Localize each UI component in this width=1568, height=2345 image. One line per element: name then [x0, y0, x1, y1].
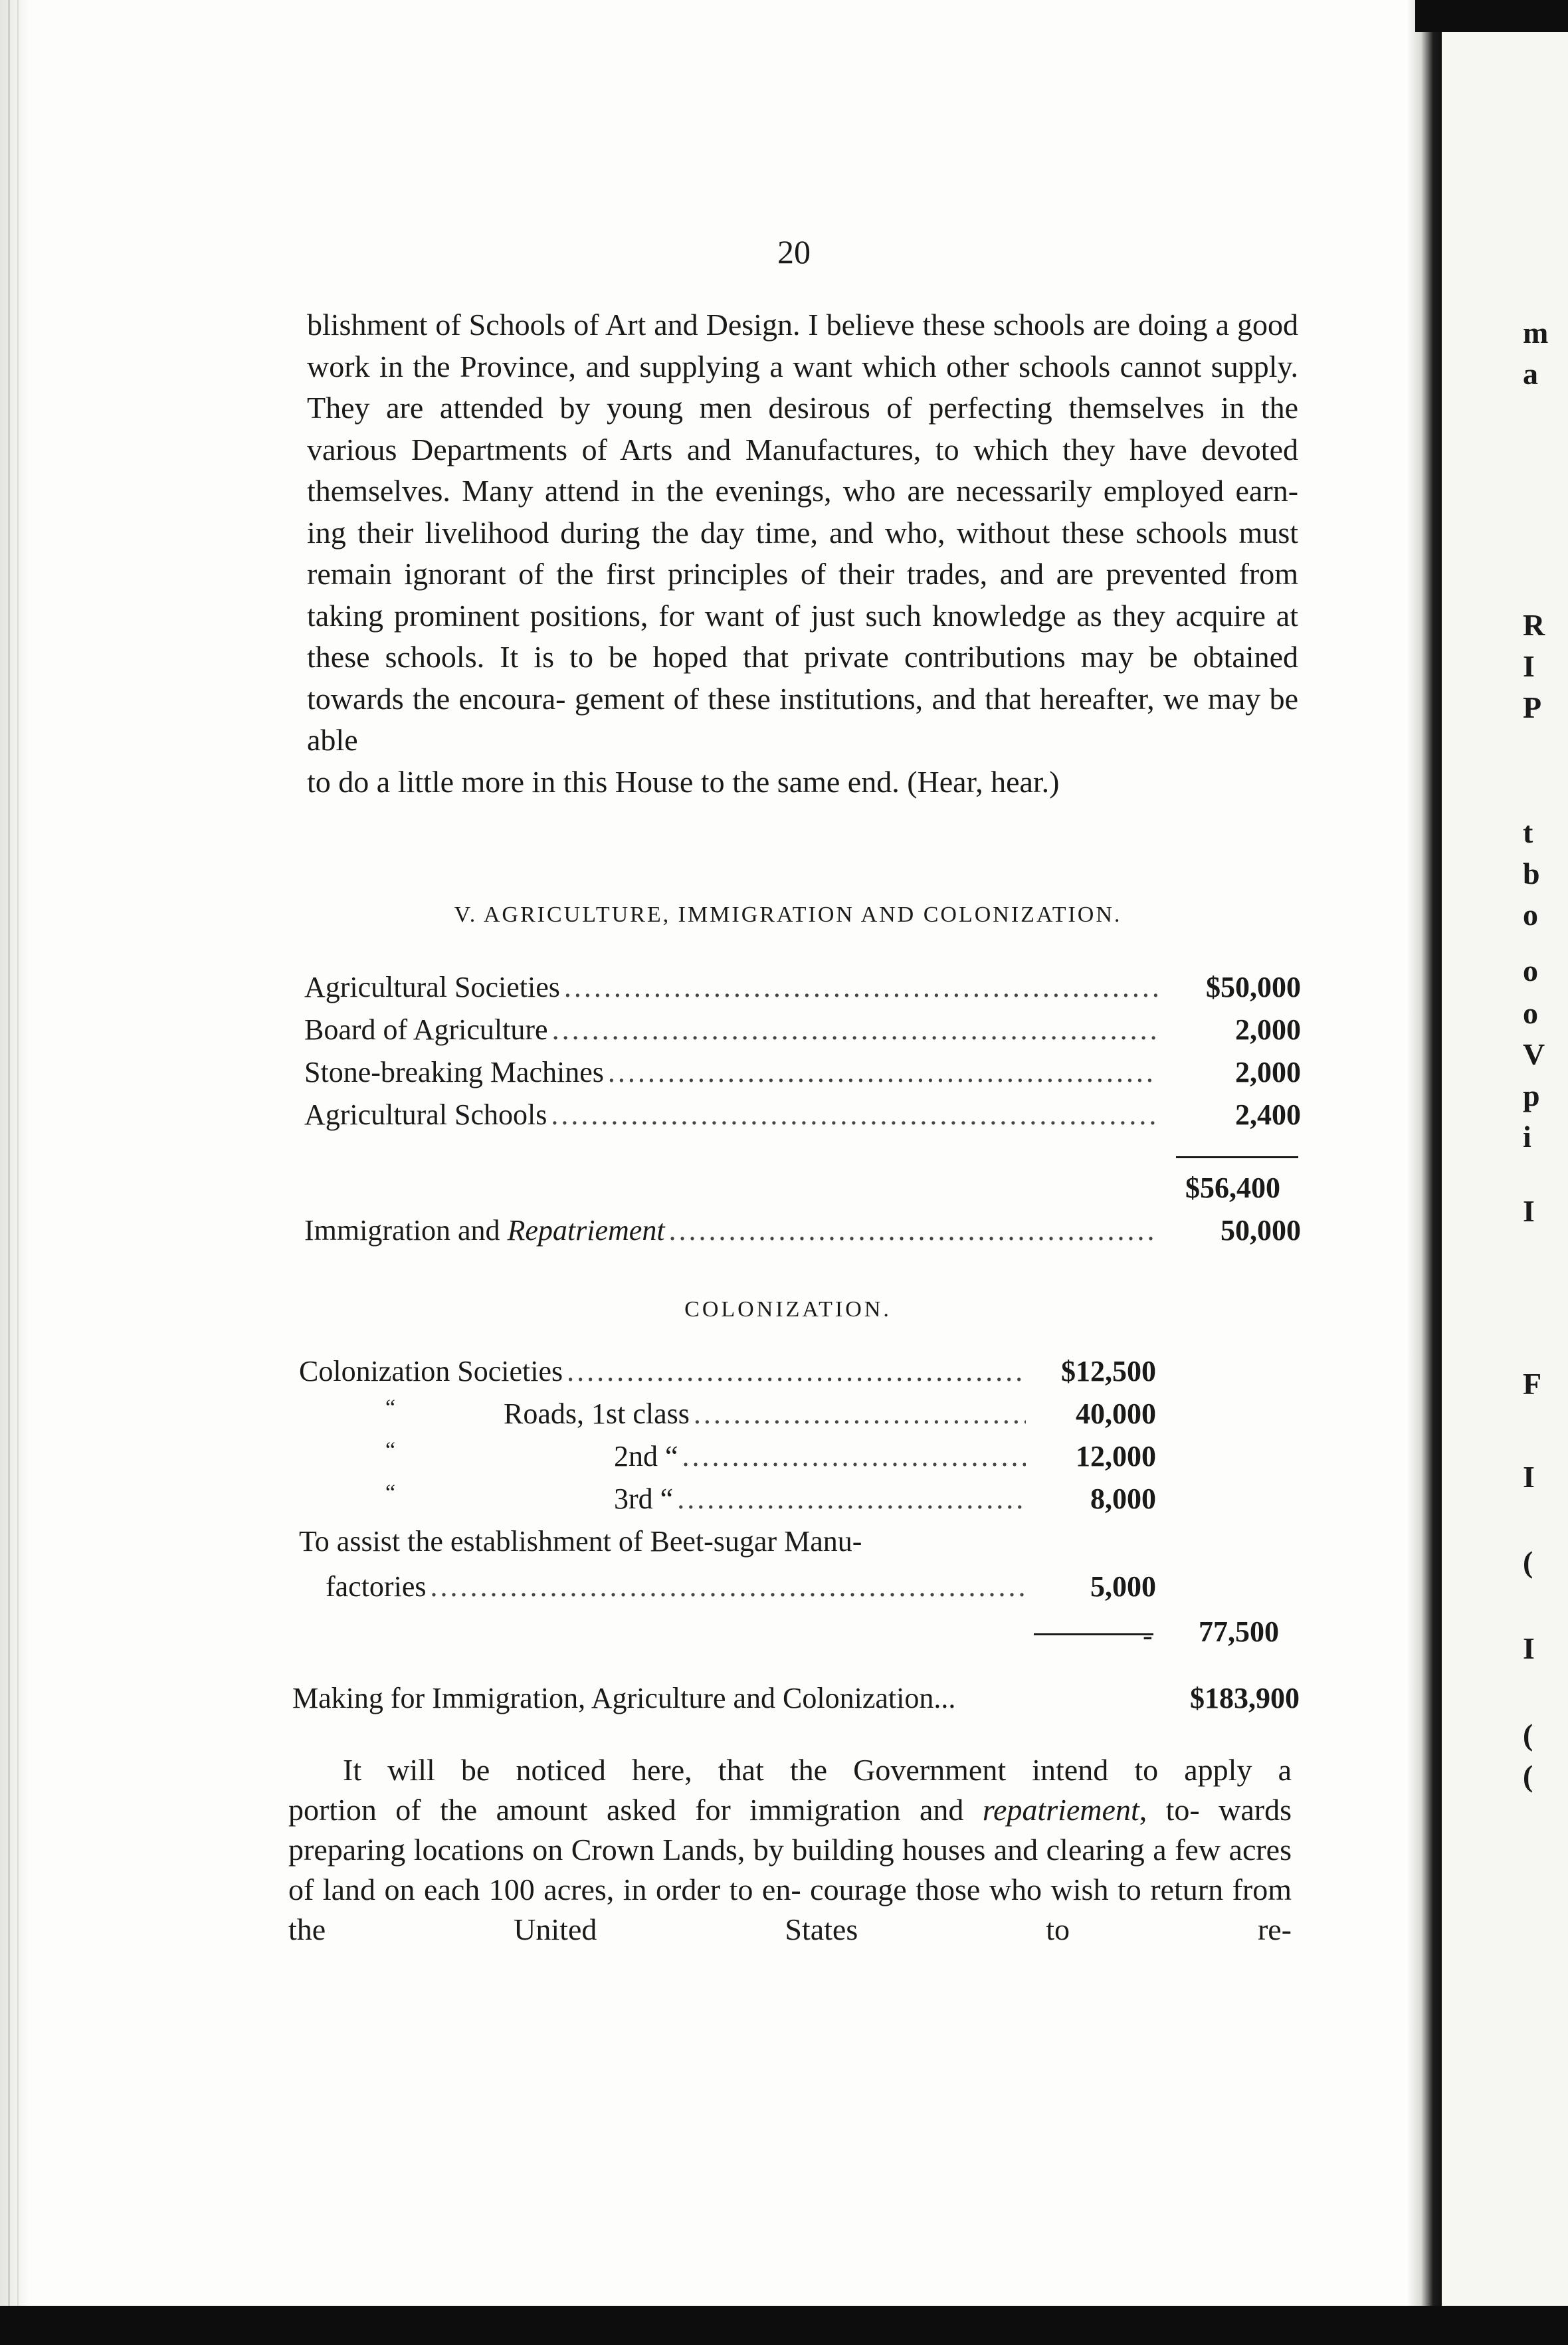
text-line: gement of these institutions, and that hereafter, we may be able [307, 681, 1299, 757]
section-heading: V. AGRICULTURE, IMMIGRATION AND COLONIZATION. [454, 902, 1122, 927]
section-heading: COLONIZATION. [684, 1297, 892, 1322]
text-line [288, 1793, 1200, 1827]
leader-dots [608, 1055, 1157, 1089]
item-label: Colonization Societies [299, 1355, 563, 1387]
scan-border-top [1415, 0, 1568, 32]
text-line: that private contributions may be obtained towards the encoura- [307, 640, 1298, 716]
table-row [304, 1098, 1301, 1132]
text-line: to do a little more in this House to the same end. (Hear, hear.) [307, 764, 1060, 799]
closing-paragraph [288, 1750, 1292, 1950]
beet-sugar-line: To assist the establishment of Beet-sugar Manu- [299, 1525, 862, 1558]
text-line: and are prevented from taking prominent positions, for want of just [307, 557, 1298, 633]
fragment: p [1523, 1078, 1540, 1112]
table-row [304, 1055, 1301, 1089]
fragment: i [1523, 1120, 1531, 1154]
fragment: I [1523, 1194, 1535, 1228]
leader-dots [677, 1482, 1026, 1516]
text-line: such knowledge as they acquire at these schools. It is to be hoped [307, 598, 1299, 674]
leader-dots [682, 1439, 1026, 1473]
grand-total-row [292, 1681, 1300, 1715]
leader-dots [430, 1570, 1026, 1603]
item-label: 3rd “ [614, 1482, 674, 1515]
page-number: 20 [777, 233, 811, 270]
fragment: P [1523, 690, 1542, 724]
table-row [304, 970, 1301, 1004]
table-row [304, 1213, 1301, 1247]
fragment: V [1523, 1037, 1545, 1071]
item-amount: $12,500 [1061, 1355, 1156, 1387]
adjacent-page [1442, 32, 1568, 2306]
text-line: blishment of Schools of Art and Design. I believe these schools [307, 308, 1085, 342]
fragment: a [1523, 357, 1538, 391]
binding-line [8, 0, 10, 2345]
immigration-label: Immigration and [304, 1214, 508, 1247]
colonization-total: 77,500 [1199, 1615, 1279, 1648]
item-amount: 2,000 [1235, 1056, 1301, 1088]
item-label: Board of Agriculture [304, 1013, 548, 1046]
fragment: I [1523, 1631, 1535, 1665]
binding-edge [0, 0, 29, 2345]
page-gutter [1407, 0, 1442, 2345]
table-row [326, 1570, 1156, 1603]
grand-total-label: Making for Immigration, Agriculture and Colonization... [292, 1682, 956, 1714]
item-label [304, 1213, 665, 1247]
text-span: portion of the amount asked for immigration and [288, 1793, 983, 1827]
leader-dots [669, 1213, 1157, 1247]
item-amount: 50,000 [1221, 1214, 1301, 1247]
dash: - [1143, 1619, 1153, 1652]
item-label: factories [326, 1570, 427, 1603]
text-line: which other schools cannot supply. They are attended by young [307, 349, 1298, 425]
text-line: and clearing a few acres of land on each 100 acres, in order to en- [288, 1833, 1292, 1906]
text-line: wards preparing locations on Crown Lands, by building houses [288, 1793, 1292, 1867]
grand-total-amount: $183,900 [1190, 1682, 1300, 1714]
text-line: courage those who wish to return from the United States to re- [288, 1873, 1292, 1946]
table-row [614, 1439, 1156, 1473]
text-line: schools must remain ignorant of the first principles of their trades, [307, 515, 1299, 591]
repatriement-label: Repatriement [507, 1214, 665, 1247]
text-line: ing their livelihood during the day time, and who, without these [307, 515, 1125, 550]
leader-dots [552, 1013, 1157, 1047]
scan-border-bottom [0, 2306, 1568, 2345]
ditto-mark: “ [385, 1438, 396, 1463]
table-row [614, 1482, 1156, 1516]
repatriement-text: repatriement [982, 1793, 1139, 1827]
opening-paragraph [307, 304, 1298, 803]
fragment: b [1523, 857, 1540, 890]
table-row [304, 1013, 1301, 1047]
fragment: t [1523, 815, 1533, 849]
fragment: F [1523, 1367, 1542, 1401]
ditto-mark: “ [385, 1480, 396, 1505]
item-amount: 12,000 [1076, 1440, 1156, 1473]
table-row [504, 1397, 1156, 1431]
text-span: , to- [1139, 1793, 1200, 1827]
fragment: I [1523, 1460, 1535, 1494]
item-label: 2nd “ [614, 1440, 678, 1473]
fragment: m [1523, 316, 1549, 350]
table-row [299, 1354, 1156, 1388]
sum-rule [1176, 1156, 1298, 1158]
item-amount: 8,000 [1090, 1482, 1156, 1515]
fragment: o [1523, 996, 1538, 1030]
fragment: R [1523, 608, 1545, 642]
leader-dots [694, 1397, 1026, 1431]
text-line: are doing a good work in the Province, and supplying a want [307, 308, 1299, 383]
leader-dots [564, 970, 1157, 1004]
fragment: ( [1523, 1759, 1533, 1793]
item-amount: $50,000 [1206, 971, 1301, 1003]
fragment: I [1523, 649, 1535, 683]
item-label: Agricultural Societies [304, 971, 560, 1003]
item-amount: 2,000 [1235, 1013, 1301, 1046]
leader-dots [567, 1354, 1026, 1388]
fragment: o [1523, 898, 1538, 932]
fragment: o [1523, 954, 1538, 987]
text-line: Many attend in the evenings, who are necessarily employed earn- [462, 474, 1299, 508]
subtotal-amount: $56,400 [1185, 1172, 1280, 1204]
fragment: ( [1523, 1718, 1533, 1752]
text-line: It will be noticed here, that the Government intend to apply a [343, 1753, 1292, 1787]
item-label: Agricultural Schools [304, 1098, 547, 1131]
item-amount: 2,400 [1235, 1098, 1301, 1131]
leader-dots [551, 1098, 1157, 1132]
text-line: men desirous of perfecting themselves in the various Departments [307, 391, 1299, 466]
fragment: ( [1523, 1545, 1533, 1579]
ditto-mark: “ [385, 1395, 396, 1420]
item-amount: 5,000 [1090, 1570, 1156, 1603]
sum-rule [1034, 1633, 1153, 1635]
item-label: Roads, 1st class [504, 1397, 690, 1430]
item-label: Stone-breaking Machines [304, 1056, 604, 1088]
item-amount: 40,000 [1076, 1397, 1156, 1430]
binding-line [17, 0, 19, 2345]
text-line: of Arts and Manufactures, to which they have devoted themselves. [307, 432, 1299, 508]
